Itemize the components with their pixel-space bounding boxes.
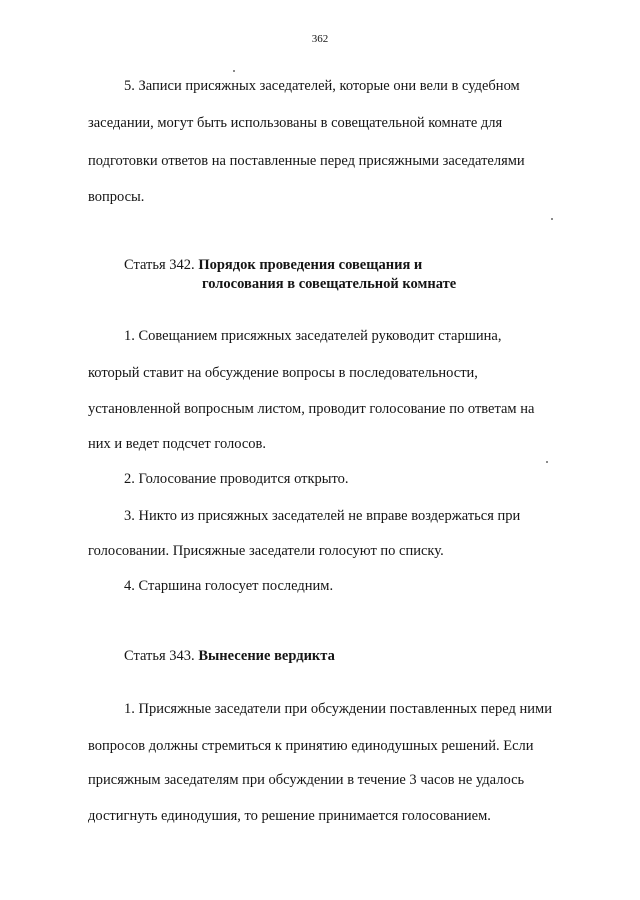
paragraph-line: который ставит на обсуждение вопросы в последовательности, <box>88 365 478 381</box>
paragraph-line: голосовании. Присяжные заседатели голосуют по списку. <box>88 543 444 559</box>
page-number: 362 <box>311 33 329 45</box>
scan-speck <box>546 461 548 463</box>
article-343-heading <box>124 647 335 665</box>
article-343-title: Вынесение вердикта <box>198 648 335 664</box>
article-342-number: Статья 342. <box>124 257 199 273</box>
article-343-number: Статья 343. <box>124 648 199 664</box>
paragraph-line: них и ведет подсчет голосов. <box>88 436 267 452</box>
paragraph-line: установленной вопросным листом, проводит голосование по ответам на <box>88 401 535 417</box>
paragraph-line: 5. Записи присяжных заседателей, которые они вели в судебном <box>124 78 520 94</box>
paragraph-line: 1. Совещанием присяжных заседателей руководит старшина, <box>124 328 502 344</box>
scan-speck <box>551 218 553 220</box>
paragraph-line: заседании, могут быть использованы в совещательной комнате для <box>88 115 503 131</box>
paragraph-line: вопросы. <box>88 189 145 205</box>
article-342-title: Порядок проведения совещания и <box>198 257 423 273</box>
paragraph-line: присяжным заседателям при обсуждении в течение 3 часов не удалось <box>88 772 525 788</box>
paragraph-line: вопросов должны стремиться к принятию единодушных решений. Если <box>88 738 534 754</box>
paragraph-line: 1. Присяжные заседатели при обсуждении поставленных перед ними <box>124 701 552 717</box>
paragraph-line: 2. Голосование проводится открыто. <box>124 471 349 487</box>
paragraph-line: 4. Старшина голосует последним. <box>124 578 334 594</box>
scan-speck <box>233 70 235 72</box>
paragraph-line: подготовки ответов на поставленные перед присяжными заседателями <box>88 153 525 169</box>
article-342-title-continued: голосования в совещательной комнате <box>202 276 457 292</box>
article-342-heading <box>124 256 422 274</box>
paragraph-line: достигнуть единодушия, то решение принимается голосованием. <box>88 808 491 824</box>
paragraph-line: 3. Никто из присяжных заседателей не вправе воздержаться при <box>124 508 521 524</box>
